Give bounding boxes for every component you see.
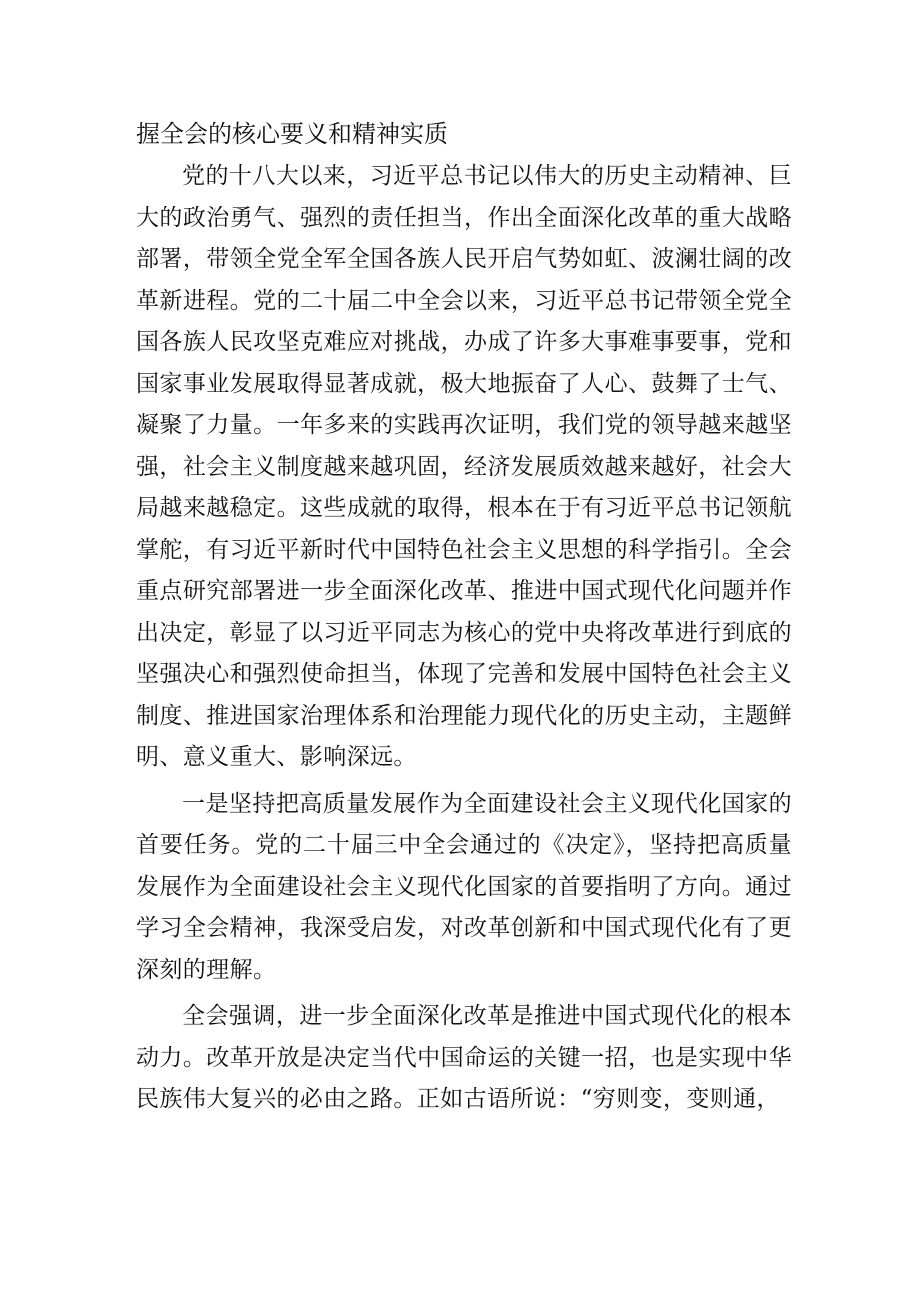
paragraph-reform-driver: 全会强调，进一步全面深化改革是推进中国式现代化的根本动力。改革开放是决定当代中国命运的关键一招，也是实现中华民族伟大复兴的必由之路。正如古语所说：“穷则变，变则通， (136, 1003, 792, 1112)
section-heading: 握全会的核心要义和精神实质 (136, 120, 448, 148)
paragraph-intro: 党的十八大以来，习近平总书记以伟大的历史主动精神、巨大的政治勇气、强烈的责任担当，作出全面深化改革的重大战略部署，带领全党全军全国各族人民开启气势如虹、波澜壮阔的改革新进程。党的二十届二中全会以来，习近平总书记带领全党全国各族人民攻坚克难应对挑战，办成了许多大事难事要事，党和国家事业发展取得显著成就，极大地振奋了人心、鼓舞了士气、凝聚了力量。一年多来的实践再次证明，我们党的领导越来越坚强，社会主义制度越来越巩固，经济发展质效越来越好，社会大局越来越稳定。这些成就的取得，根本在于有习近平总书记领航掌舵，有习近平新时代中国特色社会主义思想的科学指引。全会重点研究部署进一步全面深化改革、推进中国式现代化问题并作出决定，彰显了以习近平同志为核心的党中央将改革进行到底的坚强决心和强烈使命担当，体现了完善和发展中国特色社会主义制度、推进国家治理体系和治理能力现代化的历史主动，主题鲜明、意义重大、影响深远。 (136, 163, 792, 770)
paragraph-point-one: 一是坚持把高质量发展作为全面建设社会主义现代化国家的首要任务。党的二十届三中全会通过的《决定》，坚持把高质量发展作为全面建设社会主义现代化国家的首要指明了方向。通过学习全会精神，我深受启发，对改革创新和中国式现代化有了更深刻的理解。 (136, 790, 792, 983)
document-page (136, 112, 792, 1126)
